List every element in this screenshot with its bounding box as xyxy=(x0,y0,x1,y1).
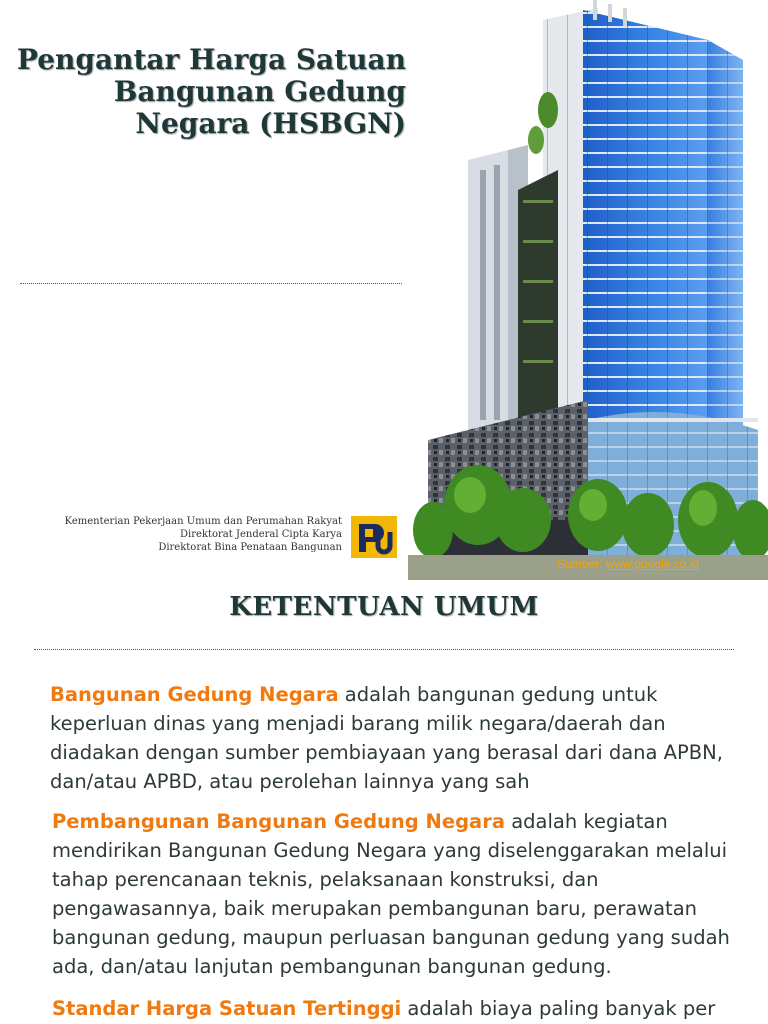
org-directorate: Direktorat Bina Penataan Bangunan xyxy=(158,542,342,553)
title-divider xyxy=(20,283,402,284)
pu-logo-icon xyxy=(351,516,397,558)
definition-term: Bangunan Gedung Negara xyxy=(50,683,339,706)
title-line-1: Pengantar Harga Satuan xyxy=(16,43,406,76)
org-directorate-general: Direktorat Jenderal Cipta Karya xyxy=(180,529,342,540)
definition-text: adalah biaya paling banyak per xyxy=(401,997,716,1020)
definition-text: adalah kegiatan mendirikan Bangunan Gedung Negara yang diselenggarakan melalui tahap perencanaan teknis, pelaksanaan konstruksi, dan pengawasannya, baik merupakan pembangunan baru, perawatan bangunan gedung, maupun perluasan bangunan gedung yang sudah ada, dan/atau lanjutan pembangunan bangunan gedung. xyxy=(52,810,730,978)
heading-divider xyxy=(34,649,734,650)
credit-link[interactable]: www.google.co.id xyxy=(605,557,700,571)
title-line-2: Bangunan Gedung xyxy=(113,75,406,108)
title-line-3: Negara (HSBGN) xyxy=(135,107,406,140)
slide-title xyxy=(6,44,406,140)
definition-term: Pembangunan Bangunan Gedung Negara xyxy=(52,810,505,833)
definition-text: adalah bangunan gedung untuk keperluan dinas yang menjadi barang milik negara/daerah dan diadakan dengan sumber pembiayaan yang berasal dari dana APBN, dan/atau APBD, atau perolehan lainnya yang sah xyxy=(50,683,723,793)
credit-label: Sumber: xyxy=(557,557,603,571)
image-credit xyxy=(557,557,699,571)
definition-paragraph xyxy=(52,994,757,1023)
organization-block xyxy=(65,515,342,554)
org-ministry: Kementerian Pekerjaan Umum dan Perumahan Rakyat xyxy=(64,516,342,527)
section-heading: KETENTUAN UMUM xyxy=(229,592,539,622)
definition-paragraph xyxy=(50,680,750,796)
content-slide xyxy=(0,580,768,1024)
definition-term: Standar Harga Satuan Tertinggi xyxy=(52,997,402,1020)
definition-paragraph xyxy=(52,807,757,981)
building-photo xyxy=(408,0,768,580)
